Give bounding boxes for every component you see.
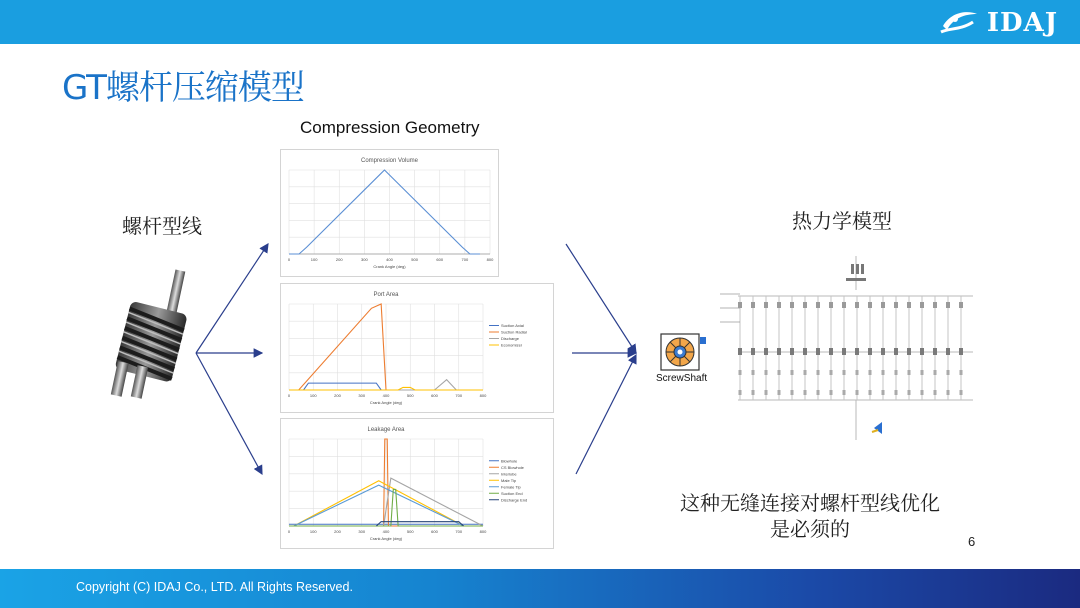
network-node [868, 302, 872, 308]
series-line-0 [289, 170, 480, 254]
network-node [804, 390, 807, 395]
arrow-from-compression-volume [566, 244, 636, 353]
network-node [881, 302, 885, 308]
legend-entry: Female Tip [501, 484, 521, 490]
chart-grid [289, 170, 490, 254]
legend-entry: Blowhole [501, 458, 518, 464]
network-node [947, 370, 950, 375]
arrow-to-compression-volume [196, 244, 268, 353]
network-node [738, 302, 742, 308]
network-node [791, 390, 794, 395]
network-node [738, 348, 742, 355]
x-tick-label: 100 [309, 393, 317, 398]
chart-title: Compression Volume [360, 158, 419, 164]
network-node [777, 348, 781, 355]
thermodynamic-model-label: 热力学模型 [792, 209, 892, 233]
chart-title: Port Area [373, 292, 399, 298]
network-node [960, 390, 963, 395]
legend-entry: Economizer [501, 342, 523, 348]
x-tick-label: 400 [382, 393, 390, 398]
series-line-3 [294, 481, 464, 526]
x-axis-label: Crank Angle (deg) [369, 536, 403, 541]
screw-profile-label: 螺杆型线 [122, 214, 202, 238]
legend-entry: Male Tip [501, 477, 517, 483]
network-node [894, 302, 898, 308]
legend-entry: Discharge End [501, 497, 528, 503]
legend-entry: Suction Radial [501, 329, 527, 335]
network-node [765, 390, 768, 395]
legend-entry: Suction Axial [501, 323, 524, 328]
caption-line-1: 这种无缝连接对螺杆型线优化 [680, 491, 940, 515]
swoosh-logo-icon [937, 8, 981, 38]
network-node [868, 348, 872, 355]
x-tick-label: 0 [287, 257, 291, 262]
screw-rotor-image [100, 262, 195, 402]
network-node [960, 370, 963, 375]
network-node [856, 370, 859, 375]
chart-title: Leakage Area [367, 427, 405, 433]
conclusion-caption [640, 490, 980, 542]
x-tick-label: 0 [287, 393, 291, 398]
network-node [947, 390, 950, 395]
network-node [752, 390, 755, 395]
network-node [829, 302, 833, 308]
network-node [804, 370, 807, 375]
network-node [817, 370, 820, 375]
page-title: GT螺杆压缩模型 [62, 68, 304, 108]
network-node [739, 370, 742, 375]
network-node [843, 370, 846, 375]
network-node [908, 370, 911, 375]
network-node [803, 348, 807, 355]
network-node [959, 302, 963, 308]
network-node [764, 348, 768, 355]
network-node [816, 348, 820, 355]
network-node [869, 390, 872, 395]
x-tick-label: 300 [358, 529, 366, 534]
x-tick-label: 600 [431, 529, 438, 534]
chart-panel-leakage-area [280, 418, 554, 549]
chart-panel-port-area [280, 283, 554, 413]
leakage-area-chart [281, 419, 553, 548]
network-node [816, 302, 820, 308]
x-tick-label: 200 [334, 529, 341, 534]
network-node [946, 348, 950, 355]
screwshaft-icon [660, 333, 710, 373]
x-tick-label: 600 [431, 393, 438, 398]
network-node [933, 302, 937, 308]
x-tick-label: 100 [310, 257, 318, 262]
x-tick-label: 700 [455, 529, 463, 534]
network-node [895, 390, 898, 395]
network-node [830, 390, 833, 395]
network-node [830, 370, 833, 375]
x-tick-label: 800 [486, 257, 494, 262]
network-node [933, 348, 937, 355]
network-node [842, 348, 846, 355]
network-node [895, 370, 898, 375]
x-tick-label: 700 [461, 257, 469, 262]
network-node [894, 348, 898, 355]
x-tick-label: 500 [406, 393, 414, 398]
top-bar [0, 0, 1080, 44]
x-tick-label: 300 [358, 393, 366, 398]
network-node [739, 390, 742, 395]
network-node [908, 390, 911, 395]
page-number: 6 [968, 534, 976, 549]
compression-volume-chart [281, 150, 498, 276]
network-node [959, 348, 963, 355]
x-tick-label: 400 [386, 257, 393, 262]
chart-panel-compression-volume [280, 149, 499, 277]
x-axis-label: Crank Angle (deg) [373, 264, 406, 269]
network-node [842, 302, 846, 308]
footer-bar [0, 569, 1080, 608]
network-node [777, 302, 781, 308]
x-tick-label: 100 [309, 529, 317, 534]
x-tick-label: 500 [411, 257, 418, 262]
screwshaft-label: ScrewShaft [656, 373, 708, 384]
x-tick-label: 700 [455, 393, 463, 398]
chart-grid [289, 304, 483, 390]
x-tick-label: 300 [361, 257, 368, 262]
network-node [855, 348, 859, 355]
network-node [764, 302, 768, 308]
arrow-to-leakage-area [196, 353, 262, 474]
x-tick-label: 600 [436, 257, 444, 262]
x-tick-label: 800 [479, 529, 487, 534]
network-node [855, 302, 859, 308]
network-node [778, 370, 781, 375]
network-node [881, 348, 885, 355]
network-node [817, 390, 820, 395]
x-tick-label: 500 [406, 529, 414, 534]
network-node [790, 348, 794, 355]
chart-group-title: Compression Geometry [300, 118, 480, 137]
network-node [882, 370, 885, 375]
network-node [790, 302, 794, 308]
network-node [921, 370, 924, 375]
legend-entry: Suction End [501, 490, 523, 496]
x-tick-label: 200 [335, 257, 343, 262]
brand-logo [937, 6, 1058, 40]
arrow-from-leakage-area [576, 355, 636, 474]
brand-logo-text: IDAJ [986, 8, 1058, 38]
network-node [921, 390, 924, 395]
network-node [856, 390, 859, 395]
legend-entry: Interlobe [501, 471, 517, 477]
network-node [843, 390, 846, 395]
copyright-text: Copyright (C) IDAJ Co., LTD. All Rights Reserved. [76, 580, 353, 594]
network-node [946, 302, 950, 308]
network-node [751, 302, 755, 308]
network-node [803, 302, 807, 308]
network-node [907, 348, 911, 355]
network-node [751, 348, 755, 355]
x-tick-label: 0 [287, 529, 291, 534]
network-node [765, 370, 768, 375]
network-node [934, 390, 937, 395]
network-node [778, 390, 781, 395]
network-node [920, 348, 924, 355]
network-node [934, 370, 937, 375]
x-axis-label: Crank Angle (deg) [369, 400, 403, 405]
network-node [920, 302, 924, 308]
x-tick-label: 800 [479, 393, 487, 398]
x-tick-label: 400 [382, 529, 390, 534]
port-area-chart [281, 284, 553, 412]
network-node [752, 370, 755, 375]
network-node [882, 390, 885, 395]
network-node [869, 370, 872, 375]
network-node [791, 370, 794, 375]
legend-entry: CS Blowhole [501, 464, 524, 470]
caption-line-2: 是必须的 [770, 517, 850, 541]
network-node [907, 302, 911, 308]
network-node [829, 348, 833, 355]
x-tick-label: 200 [334, 393, 341, 398]
legend-entry: Discharge [501, 336, 520, 341]
